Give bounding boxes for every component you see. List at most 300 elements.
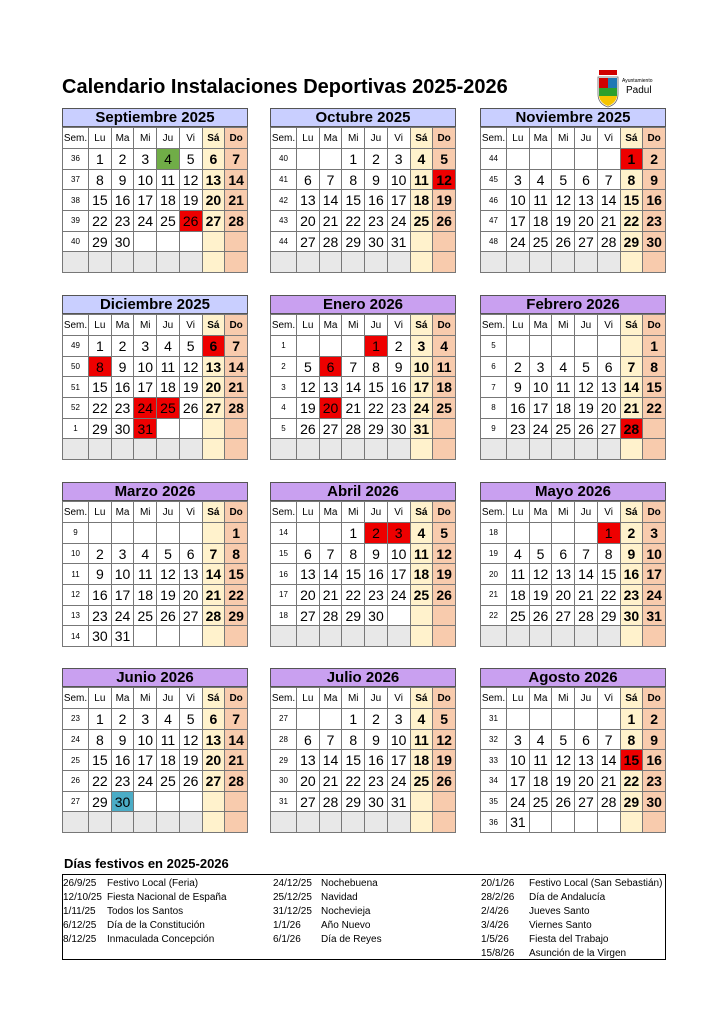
day-cell: 24 xyxy=(643,585,666,606)
day-cell: 17 xyxy=(134,750,157,771)
month-calendar xyxy=(270,295,456,460)
weekday-header: Lu xyxy=(507,688,530,709)
empty-cell xyxy=(643,418,666,439)
day-cell: 5 xyxy=(575,356,598,377)
day-cell: 4 xyxy=(410,149,433,170)
weekday-header: Ju xyxy=(365,315,388,336)
week-number: 52 xyxy=(63,398,89,419)
day-cell: 22 xyxy=(342,211,365,232)
month-calendar xyxy=(62,295,248,460)
day-cell: 13 xyxy=(202,729,225,750)
day-cell: 9 xyxy=(643,169,666,190)
day-cell: 13 xyxy=(202,169,225,190)
empty-cell xyxy=(433,231,456,252)
day-cell: 8 xyxy=(365,356,388,377)
day-cell: 14 xyxy=(597,750,620,771)
day-cell: 17 xyxy=(507,771,530,792)
day-cell: 17 xyxy=(134,190,157,211)
week-row xyxy=(271,709,456,730)
day-cell: 6 xyxy=(202,149,225,170)
weekday-header: Ma xyxy=(319,315,342,336)
empty-cell xyxy=(157,439,180,460)
empty-cell xyxy=(410,439,433,460)
weekday-header: Ma xyxy=(529,688,552,709)
empty-cell xyxy=(179,231,202,252)
day-cell: 14 xyxy=(225,169,248,190)
week-number: 8 xyxy=(481,398,507,419)
week-row xyxy=(481,812,666,833)
empty-cell xyxy=(387,252,410,273)
day-cell: 28 xyxy=(225,398,248,419)
day-cell: 22 xyxy=(89,398,112,419)
weekday-header: Mi xyxy=(342,688,365,709)
day-cell: 19 xyxy=(552,211,575,232)
empty-cell xyxy=(529,336,552,357)
holiday-date: 28/2/26 xyxy=(481,892,515,903)
day-cell: 2 xyxy=(387,336,410,357)
weekday-header: Sá xyxy=(620,128,643,149)
empty-cell xyxy=(179,523,202,544)
day-cell: 26 xyxy=(433,771,456,792)
empty-cell xyxy=(575,252,598,273)
month-calendar xyxy=(270,482,456,647)
day-cell: 9 xyxy=(89,564,112,585)
empty-cell xyxy=(529,439,552,460)
weekday-header: Ma xyxy=(111,688,134,709)
week-number: 1 xyxy=(271,336,297,357)
week-row xyxy=(271,398,456,419)
weekday-header: Ju xyxy=(575,688,598,709)
day-cell: 8 xyxy=(342,729,365,750)
week-row xyxy=(271,231,456,252)
empty-cell xyxy=(507,709,530,730)
day-cell: 21 xyxy=(319,211,342,232)
week-row xyxy=(63,543,248,564)
empty-cell xyxy=(297,709,320,730)
day-cell: 19 xyxy=(433,564,456,585)
day-cell: 16 xyxy=(620,564,643,585)
weekday-header: Lu xyxy=(297,502,320,523)
day-cell: 17 xyxy=(410,377,433,398)
week-row xyxy=(63,211,248,232)
empty-cell xyxy=(319,336,342,357)
day-cell: 3 xyxy=(410,336,433,357)
day-cell: 7 xyxy=(225,149,248,170)
day-cell: 27 xyxy=(319,418,342,439)
week-row xyxy=(63,252,248,273)
day-cell: 5 xyxy=(552,169,575,190)
empty-cell xyxy=(202,418,225,439)
day-cell: 23 xyxy=(643,771,666,792)
day-cell: 22 xyxy=(597,585,620,606)
day-cell: 21 xyxy=(319,585,342,606)
weekday-header: Sem. xyxy=(271,502,297,523)
empty-cell xyxy=(643,626,666,647)
day-cell: 19 xyxy=(552,771,575,792)
day-cell: 17 xyxy=(387,564,410,585)
week-number: 24 xyxy=(63,729,89,750)
day-cell: 7 xyxy=(575,543,598,564)
day-cell: 7 xyxy=(342,356,365,377)
weekday-header: Do xyxy=(225,688,248,709)
week-number: 48 xyxy=(481,231,507,252)
week-row xyxy=(481,418,666,439)
day-cell: 15 xyxy=(365,377,388,398)
week-row xyxy=(271,543,456,564)
day-cell: 26 xyxy=(297,418,320,439)
week-number: 2 xyxy=(271,356,297,377)
empty-cell xyxy=(552,523,575,544)
weekday-header: Sem. xyxy=(481,128,507,149)
empty-cell xyxy=(597,336,620,357)
empty-cell xyxy=(179,439,202,460)
empty-cell xyxy=(297,252,320,273)
empty-cell xyxy=(111,252,134,273)
empty-cell xyxy=(529,252,552,273)
empty-cell xyxy=(89,439,112,460)
week-number: 34 xyxy=(481,771,507,792)
holiday-date: 6/12/25 xyxy=(63,920,97,931)
weekday-header: Vi xyxy=(179,315,202,336)
day-cell: 15 xyxy=(89,377,112,398)
week-number xyxy=(271,812,297,833)
day-cell: 16 xyxy=(365,190,388,211)
month-title: Junio 2026 xyxy=(62,668,248,687)
month-calendar xyxy=(62,482,248,647)
weekday-header: Mi xyxy=(134,502,157,523)
month-table xyxy=(270,127,456,273)
week-number: 10 xyxy=(63,543,89,564)
day-cell: 1 xyxy=(342,149,365,170)
day-cell: 15 xyxy=(342,190,365,211)
holiday-date: 31/12/25 xyxy=(273,906,312,917)
empty-cell xyxy=(620,439,643,460)
week-number xyxy=(271,626,297,647)
day-cell: 21 xyxy=(575,585,598,606)
day-cell: 4 xyxy=(433,336,456,357)
month-table xyxy=(480,314,666,460)
day-cell: 11 xyxy=(529,190,552,211)
empty-cell xyxy=(319,709,342,730)
empty-cell xyxy=(179,252,202,273)
day-cell: 24 xyxy=(387,211,410,232)
weekday-header: Lu xyxy=(297,688,320,709)
empty-cell xyxy=(89,812,112,833)
day-cell: 5 xyxy=(529,543,552,564)
day-cell: 13 xyxy=(575,750,598,771)
weekday-header: Ju xyxy=(575,315,598,336)
empty-cell xyxy=(202,523,225,544)
week-row xyxy=(271,149,456,170)
day-cell: 20 xyxy=(202,190,225,211)
weekday-header: Ma xyxy=(319,502,342,523)
week-number: 3 xyxy=(271,377,297,398)
day-cell: 31 xyxy=(111,626,134,647)
week-row xyxy=(63,585,248,606)
day-cell: 24 xyxy=(507,791,530,812)
day-cell: 6 xyxy=(575,729,598,750)
week-number: 44 xyxy=(481,149,507,170)
day-cell: 24 xyxy=(507,231,530,252)
day-cell: 13 xyxy=(202,356,225,377)
day-cell: 7 xyxy=(319,543,342,564)
weekday-header: Sem. xyxy=(481,688,507,709)
month-calendar xyxy=(62,668,248,833)
day-cell: 27 xyxy=(202,771,225,792)
week-row xyxy=(271,252,456,273)
day-cell: 24 xyxy=(387,771,410,792)
week-row xyxy=(63,564,248,585)
empty-cell xyxy=(225,252,248,273)
week-row xyxy=(271,418,456,439)
day-cell: 7 xyxy=(225,336,248,357)
logo-caption: Ayuntamiento xyxy=(622,78,653,84)
weekday-header: Sem. xyxy=(481,502,507,523)
week-row xyxy=(271,729,456,750)
month-title: Diciembre 2025 xyxy=(62,295,248,314)
holiday-name: Navidad xyxy=(321,892,358,903)
day-cell: 10 xyxy=(111,564,134,585)
weekday-header: Ma xyxy=(111,315,134,336)
day-cell: 19 xyxy=(529,585,552,606)
weekday-header: Vi xyxy=(597,128,620,149)
day-cell: 16 xyxy=(643,750,666,771)
day-cell: 23 xyxy=(111,211,134,232)
week-row xyxy=(63,439,248,460)
holiday-day-cell: 25 xyxy=(157,398,180,419)
week-row xyxy=(481,190,666,211)
empty-cell xyxy=(157,252,180,273)
week-number: 47 xyxy=(481,211,507,232)
day-cell: 17 xyxy=(134,377,157,398)
week-number xyxy=(481,626,507,647)
week-row xyxy=(481,564,666,585)
month-title: Enero 2026 xyxy=(270,295,456,314)
week-number xyxy=(271,439,297,460)
empty-cell xyxy=(575,812,598,833)
empty-cell xyxy=(387,439,410,460)
week-number: 38 xyxy=(63,190,89,211)
day-cell: 17 xyxy=(507,211,530,232)
day-cell: 21 xyxy=(225,190,248,211)
day-cell: 18 xyxy=(410,750,433,771)
week-number: 35 xyxy=(481,791,507,812)
empty-cell xyxy=(297,812,320,833)
day-cell: 2 xyxy=(111,709,134,730)
day-cell: 19 xyxy=(179,190,202,211)
month-title: Septiembre 2025 xyxy=(62,108,248,127)
holidays-title: Días festivos en 2025-2026 xyxy=(64,856,229,871)
day-cell: 25 xyxy=(134,605,157,626)
day-cell: 12 xyxy=(179,169,202,190)
day-cell: 30 xyxy=(620,605,643,626)
holiday-date: 26/9/25 xyxy=(63,878,97,889)
day-cell: 18 xyxy=(433,377,456,398)
day-cell: 25 xyxy=(529,231,552,252)
weekday-header: Sá xyxy=(202,128,225,149)
day-cell: 25 xyxy=(410,211,433,232)
day-cell: 25 xyxy=(552,418,575,439)
week-row xyxy=(481,729,666,750)
empty-cell xyxy=(134,791,157,812)
empty-cell xyxy=(597,626,620,647)
day-cell: 12 xyxy=(529,564,552,585)
week-number: 46 xyxy=(481,190,507,211)
holiday-name: Viernes Santo xyxy=(529,920,592,931)
month-table xyxy=(62,314,248,460)
empty-cell xyxy=(297,523,320,544)
day-cell: 16 xyxy=(387,377,410,398)
week-row xyxy=(271,169,456,190)
day-cell: 22 xyxy=(342,585,365,606)
weekday-header: Ma xyxy=(529,128,552,149)
month-table xyxy=(480,687,666,833)
day-cell: 16 xyxy=(89,585,112,606)
day-cell: 26 xyxy=(157,605,180,626)
month-calendar xyxy=(480,108,666,273)
week-row xyxy=(63,231,248,252)
day-cell: 8 xyxy=(225,543,248,564)
day-cell: 21 xyxy=(620,398,643,419)
day-cell: 9 xyxy=(111,169,134,190)
week-number: 1 xyxy=(63,418,89,439)
day-cell: 12 xyxy=(433,729,456,750)
day-cell: 23 xyxy=(620,585,643,606)
empty-cell xyxy=(575,149,598,170)
day-cell: 24 xyxy=(134,211,157,232)
holiday-name: Día de la Constitución xyxy=(107,920,205,931)
day-cell: 12 xyxy=(179,729,202,750)
day-cell: 2 xyxy=(643,149,666,170)
day-cell: 24 xyxy=(387,585,410,606)
empty-cell xyxy=(410,231,433,252)
week-row xyxy=(63,605,248,626)
day-cell: 5 xyxy=(297,356,320,377)
day-cell: 30 xyxy=(365,231,388,252)
day-cell: 14 xyxy=(597,190,620,211)
week-row xyxy=(481,750,666,771)
week-number: 40 xyxy=(63,231,89,252)
week-row xyxy=(481,398,666,419)
day-cell: 16 xyxy=(507,398,530,419)
empty-cell xyxy=(365,626,388,647)
day-cell: 5 xyxy=(179,336,202,357)
day-cell: 10 xyxy=(507,750,530,771)
week-number: 49 xyxy=(63,336,89,357)
empty-cell xyxy=(202,231,225,252)
day-cell: 10 xyxy=(387,169,410,190)
day-cell: 27 xyxy=(597,418,620,439)
week-row xyxy=(63,377,248,398)
week-number: 16 xyxy=(271,564,297,585)
day-cell: 18 xyxy=(157,190,180,211)
week-row xyxy=(481,231,666,252)
empty-cell xyxy=(157,231,180,252)
empty-cell xyxy=(297,439,320,460)
day-cell: 3 xyxy=(529,356,552,377)
week-number: 40 xyxy=(271,149,297,170)
weekday-header: Lu xyxy=(507,315,530,336)
weekday-header: Sá xyxy=(202,315,225,336)
day-cell: 5 xyxy=(433,523,456,544)
day-cell: 5 xyxy=(157,543,180,564)
day-cell: 24 xyxy=(111,605,134,626)
weekday-header: Sem. xyxy=(271,315,297,336)
week-number: 29 xyxy=(271,750,297,771)
week-number: 21 xyxy=(481,585,507,606)
weekday-header: Ma xyxy=(529,502,552,523)
week-number: 27 xyxy=(63,791,89,812)
empty-cell xyxy=(620,336,643,357)
day-cell: 30 xyxy=(387,418,410,439)
empty-cell xyxy=(507,439,530,460)
day-cell: 10 xyxy=(134,729,157,750)
day-cell: 22 xyxy=(225,585,248,606)
week-row xyxy=(271,585,456,606)
empty-cell xyxy=(89,523,112,544)
holiday-day-cell: 24 xyxy=(134,398,157,419)
month-table xyxy=(480,127,666,273)
day-cell: 3 xyxy=(134,149,157,170)
empty-cell xyxy=(433,439,456,460)
day-cell: 23 xyxy=(507,418,530,439)
day-cell: 1 xyxy=(342,709,365,730)
month-title: Febrero 2026 xyxy=(480,295,666,314)
week-row xyxy=(481,709,666,730)
day-cell: 2 xyxy=(365,709,388,730)
day-cell: 14 xyxy=(225,356,248,377)
empty-cell xyxy=(529,523,552,544)
day-cell: 8 xyxy=(620,169,643,190)
weekday-header: Sá xyxy=(202,688,225,709)
day-cell: 31 xyxy=(387,791,410,812)
holiday-day-cell: 6 xyxy=(202,336,225,357)
holiday-name: Día de Andalucía xyxy=(529,892,606,903)
holiday-date: 15/8/26 xyxy=(481,948,515,959)
empty-cell xyxy=(202,252,225,273)
day-cell: 1 xyxy=(643,336,666,357)
day-cell: 26 xyxy=(552,791,575,812)
empty-cell xyxy=(225,231,248,252)
empty-cell xyxy=(507,523,530,544)
weekday-header: Lu xyxy=(507,502,530,523)
weekday-header: Ju xyxy=(575,128,598,149)
empty-cell xyxy=(433,252,456,273)
day-cell: 15 xyxy=(620,190,643,211)
weekday-header: Sem. xyxy=(63,688,89,709)
holiday-date: 20/1/26 xyxy=(481,878,515,889)
holiday-day-cell: 30 xyxy=(111,791,134,812)
day-cell: 9 xyxy=(365,169,388,190)
weekday-header: Lu xyxy=(89,502,112,523)
day-cell: 21 xyxy=(202,585,225,606)
day-cell: 2 xyxy=(111,336,134,357)
week-number: 43 xyxy=(271,211,297,232)
day-cell: 28 xyxy=(225,211,248,232)
logo-town-name: Padul xyxy=(626,85,652,96)
month-title: Octubre 2025 xyxy=(270,108,456,127)
day-cell: 28 xyxy=(225,771,248,792)
week-number: 20 xyxy=(481,564,507,585)
holiday-name: Todos los Santos xyxy=(107,906,184,917)
weekday-header: Ma xyxy=(111,128,134,149)
day-cell: 6 xyxy=(297,729,320,750)
weekday-header: Lu xyxy=(89,315,112,336)
day-cell: 9 xyxy=(643,729,666,750)
weekday-header: Lu xyxy=(297,128,320,149)
empty-cell xyxy=(202,791,225,812)
weekday-header: Vi xyxy=(597,502,620,523)
